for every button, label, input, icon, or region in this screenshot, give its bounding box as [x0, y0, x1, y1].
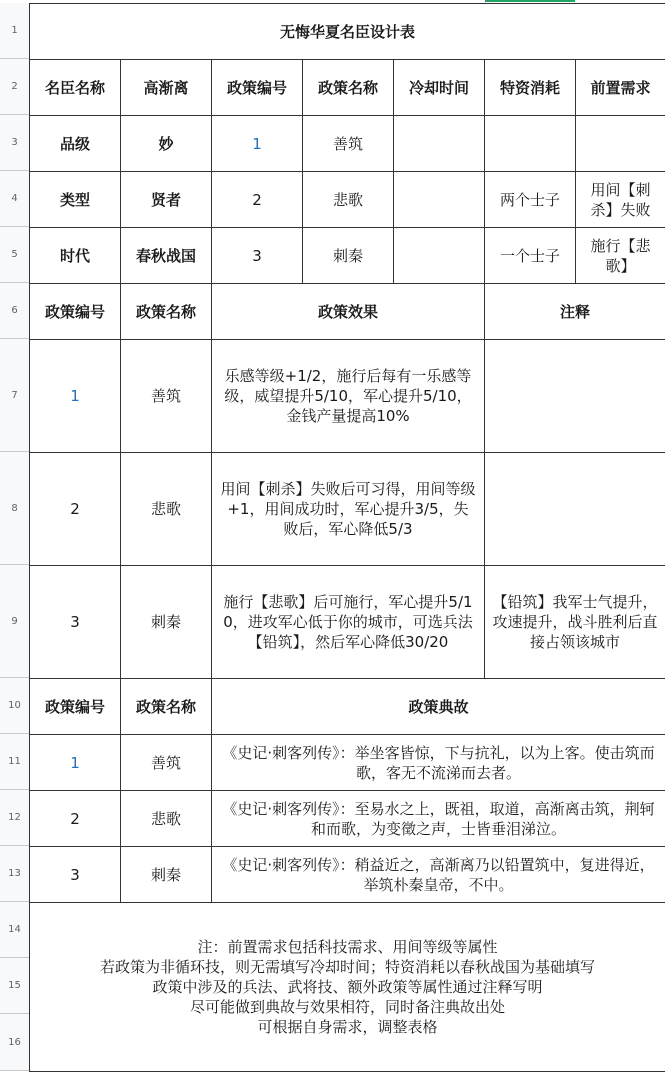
cell-policy-no[interactable]: 1 [212, 116, 303, 172]
cell-prereq[interactable]: 用间【刺杀】失败 [576, 172, 665, 228]
row-number[interactable]: 15 [0, 958, 29, 1014]
row-number[interactable]: 12 [0, 790, 29, 846]
row-number[interactable]: 16 [0, 1014, 29, 1071]
cell-lore[interactable]: 《史记·刺客列传》：稍益近之，高渐离乃以铅置筑中，复进得近，举筑朴秦皇帝，不中。 [212, 847, 665, 903]
cell-label[interactable]: 品级 [30, 116, 121, 172]
note-line: 可根据自身需求，调整表格 [257, 1018, 438, 1036]
cell-policy-no[interactable]: 3 [30, 847, 121, 903]
cell-policy-no[interactable]: 3 [30, 566, 121, 679]
row-number[interactable]: 7 [0, 339, 29, 452]
row-number[interactable]: 13 [0, 846, 29, 902]
table-row [30, 791, 665, 847]
cell-note[interactable] [485, 453, 665, 566]
row-number[interactable]: 4 [0, 171, 29, 227]
design-table [29, 3, 665, 1072]
cell-minister-name-label[interactable]: 名臣名称 [30, 60, 121, 116]
cell-cost[interactable]: 两个士子 [485, 172, 576, 228]
cell-policy-name[interactable]: 刺秦 [121, 566, 212, 679]
row-number[interactable]: 2 [0, 59, 29, 115]
cell-policy-name[interactable]: 善筑 [121, 340, 212, 453]
table-title[interactable]: 无悔华夏名臣设计表 [30, 4, 665, 60]
header-row [30, 60, 665, 116]
cell-cooldown[interactable] [394, 116, 485, 172]
cell-prereq-header[interactable]: 前置需求 [576, 60, 665, 116]
cell-policy-name[interactable]: 悲歌 [121, 453, 212, 566]
cell-cooldown[interactable] [394, 228, 485, 284]
cell-policy-name[interactable]: 刺秦 [303, 228, 394, 284]
row-number[interactable]: 3 [0, 115, 29, 171]
cell-policy-name-header[interactable]: 政策名称 [121, 284, 212, 340]
row-number[interactable]: 14 [0, 902, 29, 958]
notes-cell[interactable] [30, 903, 665, 1072]
cell-policy-name-header[interactable]: 政策名称 [121, 679, 212, 735]
lore-header-row [30, 679, 665, 735]
row-number[interactable]: 9 [0, 565, 29, 678]
cell-lore[interactable]: 《史记·刺客列传》：举坐客皆惊，下与抗礼，以为上客。使击筑而歌，客无不流涕而去者。 [212, 735, 665, 791]
row-header-column [0, 3, 30, 1071]
cell-cooldown[interactable] [394, 172, 485, 228]
table-row [30, 735, 665, 791]
cell-policy-no[interactable]: 1 [30, 340, 121, 453]
cell-note[interactable] [485, 340, 665, 453]
row-number[interactable]: 8 [0, 452, 29, 565]
cell-effect[interactable]: 用间【刺杀】失败后可习得，用间等级+1，用间成功时，军心提升3/5，失败后，军心降低5/3 [212, 453, 485, 566]
table-row [30, 172, 665, 228]
cell-policy-name[interactable]: 刺秦 [121, 847, 212, 903]
cell-policy-name-header[interactable]: 政策名称 [303, 60, 394, 116]
cell-cooldown-header[interactable]: 冷却时间 [394, 60, 485, 116]
cell-cost[interactable] [485, 116, 576, 172]
cell-policy-no[interactable]: 2 [30, 453, 121, 566]
cell-note-header[interactable]: 注释 [485, 284, 665, 340]
cell-cost[interactable]: 一个士子 [485, 228, 576, 284]
cell-prereq[interactable]: 施行【悲歌】 [576, 228, 665, 284]
cell-effect[interactable]: 施行【悲歌】后可施行，军心提升5/10，进攻军心低于你的城市，可选兵法【铅筑】，然后军心降低30/20 [212, 566, 485, 679]
table-row [30, 228, 665, 284]
row-number[interactable]: 11 [0, 734, 29, 790]
table-row [30, 453, 665, 566]
row-number[interactable]: 6 [0, 283, 29, 339]
cell-label[interactable]: 时代 [30, 228, 121, 284]
cell-policy-no[interactable]: 2 [212, 172, 303, 228]
table-row [30, 340, 665, 453]
cell-effect-header[interactable]: 政策效果 [212, 284, 485, 340]
cell-policy-no[interactable]: 2 [30, 791, 121, 847]
cell-policy-name[interactable]: 善筑 [303, 116, 394, 172]
note-line: 尽可能做到典故与效果相符，同时备注典故出处 [190, 998, 506, 1016]
cell-effect[interactable]: 乐感等级+1/2，施行后每有一乐感等级，威望提升5/10，军心提升5/10，金钱产量提高10% [212, 340, 485, 453]
row-number[interactable]: 10 [0, 678, 29, 734]
cell-value[interactable]: 春秋战国 [121, 228, 212, 284]
note-line: 注：前置需求包括科技需求、用间等级等属性 [197, 938, 498, 956]
cell-prereq[interactable] [576, 116, 665, 172]
table-row [30, 847, 665, 903]
selected-column-indicator [485, 0, 575, 2]
row-number[interactable]: 5 [0, 227, 29, 283]
cell-lore[interactable]: 《史记·刺客列传》：至易水之上，既祖，取道，高渐离击筑，荆轲和而歌，为变徵之声，士皆垂泪涕泣。 [212, 791, 665, 847]
table-row [30, 116, 665, 172]
cell-minister-name[interactable]: 高渐离 [121, 60, 212, 116]
cell-policy-name[interactable]: 悲歌 [303, 172, 394, 228]
cell-policy-no[interactable]: 3 [212, 228, 303, 284]
cell-policy-no-header[interactable]: 政策编号 [30, 679, 121, 735]
effects-header-row [30, 284, 665, 340]
cell-cost-header[interactable]: 特资消耗 [485, 60, 576, 116]
table-row [30, 566, 665, 679]
cell-policy-no-header[interactable]: 政策编号 [30, 284, 121, 340]
note-line: 若政策为非循环技，则无需填写冷却时间；特资消耗以春秋战国为基础填写 [100, 958, 596, 976]
cell-label[interactable]: 类型 [30, 172, 121, 228]
cell-policy-name[interactable]: 善筑 [121, 735, 212, 791]
row-number[interactable]: 1 [0, 3, 29, 59]
cell-value[interactable]: 贤者 [121, 172, 212, 228]
cell-note[interactable]: 【铅筑】我军士气提升，攻速提升，战斗胜利后直接占领该城市 [485, 566, 665, 679]
note-line: 政策中涉及的兵法、武将技、额外政策等属性通过注释写明 [152, 978, 543, 996]
cell-policy-no[interactable]: 1 [30, 735, 121, 791]
cell-value[interactable]: 妙 [121, 116, 212, 172]
cell-policy-name[interactable]: 悲歌 [121, 791, 212, 847]
cell-policy-no-header[interactable]: 政策编号 [212, 60, 303, 116]
cell-lore-header[interactable]: 政策典故 [212, 679, 665, 735]
